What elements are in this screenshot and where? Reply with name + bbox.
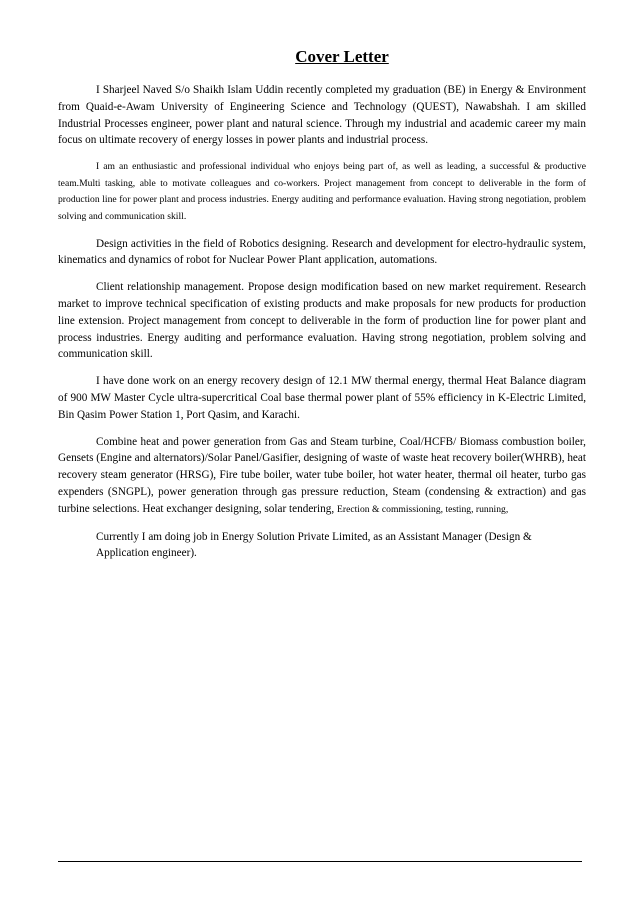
paragraph-client-relationship: Client relationship management. Propose design modification based on new market requirement. Research market to improve technical specification of existing products and make proposals for new products for production line extension. Project management from concept to deliverable in the form of production line for power plant and process industries. Energy auditing and performance evaluation. Having strong negotiation, problem solving and communication skill. xyxy=(58,281,586,361)
paragraph-current-job: Currently I am doing job in Energy Solution Private Limited, as an Assistant Manager (Design & Application engineer). xyxy=(96,530,532,560)
paragraph-chp-tail: Erection & commissioning, testing, running, xyxy=(337,503,509,515)
paragraph-chp-body: Combine heat and power generation from Gas and Steam turbine, Coal/HCFB/ Biomass combustion boiler, Gensets (Engine and alternators)/Solar Panel/Gasifier, designing of waste of waste heat recovery boiler(WHRB), heat recovery steam generator (HRSG), Fire tube boiler, water tube boiler, hot water heater, thermal oil heater, turbo gas expenders (SNGPL), power generation through gas pressure reduction, Steam (condensing & extraction) and gas turbine selections. Heat exchanger designing, solar tendering, xyxy=(58,435,586,515)
paragraph-energy-recovery: I have done work on an energy recovery design of 12.1 MW thermal energy, thermal Heat Balance diagram of 900 MW Master Cycle ultra-supercritical Coal base thermal power plant of 55% efficiency in K-Electric Limited, Bin Qasim Power Station 1, Port Qasim, and Karachi. xyxy=(58,375,586,421)
paragraph-robotics-design: Design activities in the field of Robotics designing. Research and development for electro-hydraulic system, kinematics and dynamics of robot for Nuclear Power Plant application, automations. xyxy=(58,237,586,267)
document-title: Cover Letter xyxy=(295,47,389,66)
cover-letter-page xyxy=(58,46,586,572)
footer-divider xyxy=(58,861,582,862)
paragraph-personal-qualities: I am an enthusiastic and professional individual who enjoys being part of, as well as leading, a successful & productive team.Multi tasking, able to motivate colleagues and co-workers. Project management from concept to deliverable in the form of production line for power plant and process industries. Energy auditing and performance evaluation. Having strong negotiation, problem solving and communication skill. xyxy=(58,161,586,222)
paragraph-chp-generation xyxy=(58,434,586,519)
paragraph-introduction: I Sharjeel Naved S/o Shaikh Islam Uddin recently completed my graduation (BE) in Energy & Environment from Quaid-e-Awam University of Engineering Science and Technology (QUEST), Nawabshah. I am skilled Industrial Processes engineer, power plant and natural science. Through my industrial and academic career my main focus on ultimate recovery of energy losses in power plants and industrial process. xyxy=(58,84,586,147)
